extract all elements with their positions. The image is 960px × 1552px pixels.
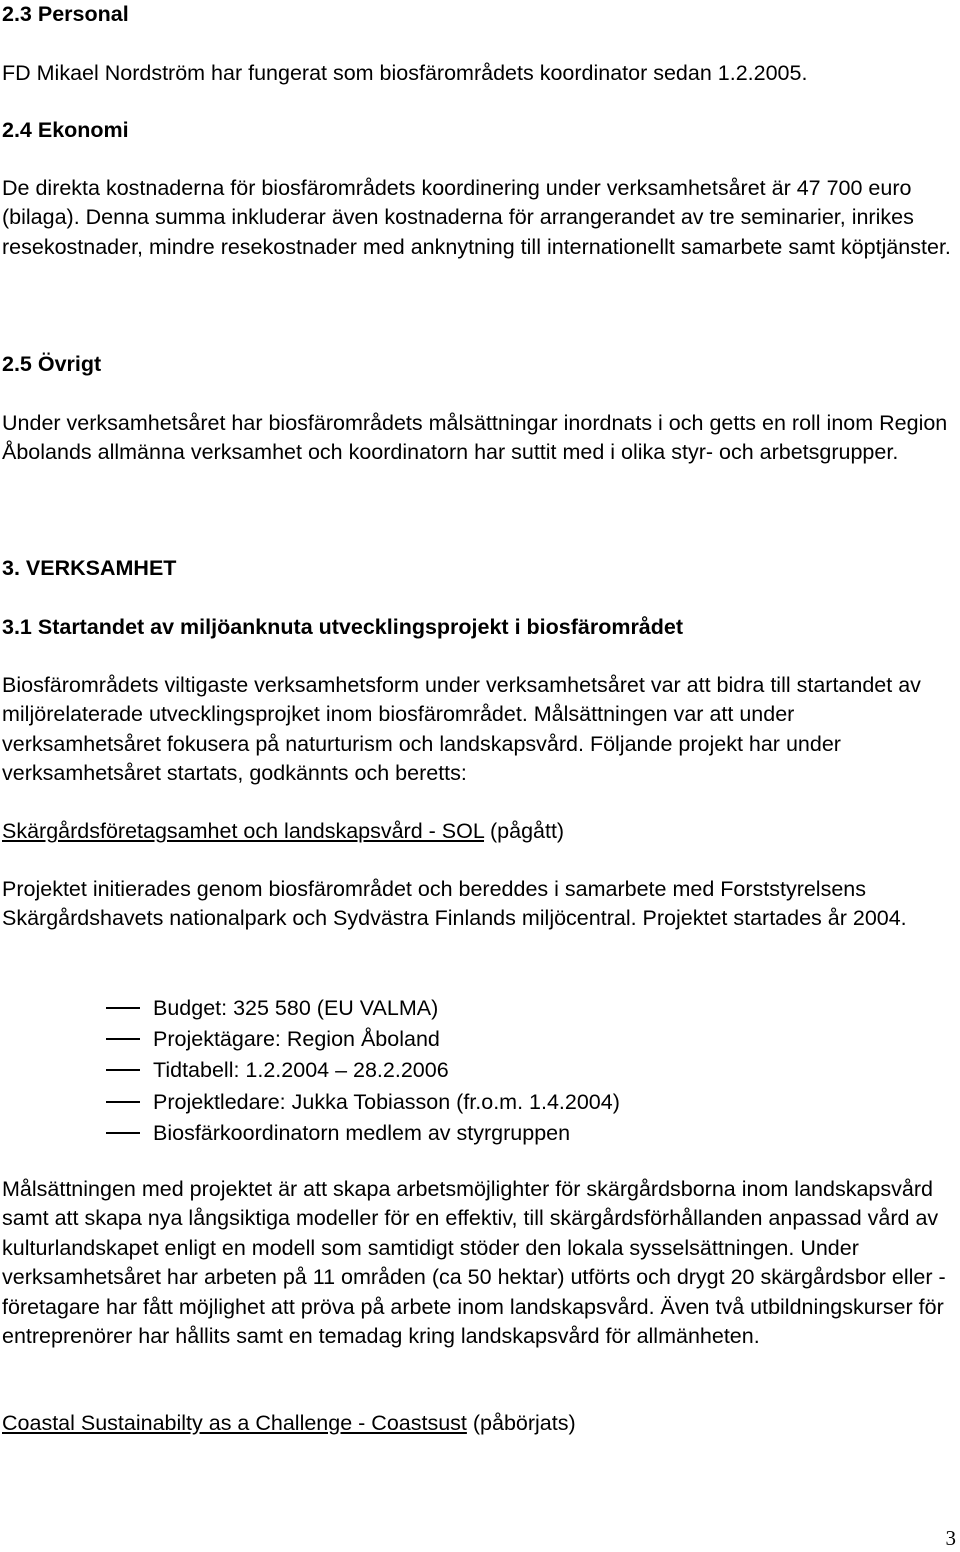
fact-leader: Projektledare: Jukka Tobiasson (fr.o.m. 1.4.2004)	[153, 1089, 620, 1114]
ovrigt-paragraph: Under verksamhetsåret har biosfärområdets målsättningar inordnats i och getts en roll inom Region Åbolands allmänna verksamhet och koordinatorn har suttit med i olika styr- och arbetsgrupper.	[2, 411, 948, 465]
section-heading-verksamhet: 3. VERKSAMHET	[2, 556, 177, 580]
section-heading-ekonomi: 2.4 Ekonomi	[2, 118, 129, 142]
section-heading-personal: 2.3 Personal	[2, 2, 129, 26]
dash-bullet	[106, 1101, 140, 1103]
project-sol-status: (pågått)	[484, 819, 565, 843]
personal-paragraph: FD Mikael Nordström har fungerat som biosfärområdets koordinator sedan 1.2.2005.	[2, 61, 808, 85]
section-heading-ovrigt: 2.5 Övrigt	[2, 352, 102, 376]
project-coastsust-title: Coastal Sustainabilty as a Challenge - Coastsust	[2, 1411, 467, 1435]
startandet-paragraph: Biosfärområdets viltigaste verksamhetsform under verksamhetsåret var att bidra till startandet av miljörelaterade utvecklingsprojket inom biosfärområdet. Målsättningen var att under verksamhetsåret fokusera på naturturism och landskapsvård. Följande projekt har under verksamhetsåret startats, godkännts och beretts:	[2, 673, 921, 786]
dash-bullet	[106, 1069, 140, 1071]
page-number: 3	[945, 1526, 956, 1550]
project-sol-description: Projektet initierades genom biosfärområdet och bereddes i samarbete med Forststyrelsens Skärgårdshavets nationalpark och Sydvästra Finlands miljöcentral. Projektet startades år 2004.	[2, 877, 907, 931]
project-coastsust-title-line	[2, 1409, 956, 1438]
section-heading-startandet: 3.1 Startandet av miljöanknuta utvecklingsprojekt i biosfärområdet	[2, 615, 684, 639]
project-sol-goal: Målsättningen med projektet är att skapa arbetsmöjlighter för skärgårdsborna inom landskapsvård samt att skapa nya långsiktiga modeller för en effektiv, till skärgårdsförhållanden anpassad vård av kulturlandskapet enligt en modell som samtidigt stöder den lokala sysselsättningen. Under verksamhetsåret har arbeten på 11 områden (ca 50 hektar) utförts och drygt 20 skärgårdsbor eller -företagare har fått möjlighet att pröva på arbete inom landskapsvård. Även två utbildningskurser för entreprenörer har hållits samt en temadag kring landskapsvård för allmänheten.	[2, 1177, 946, 1349]
fact-owner: Projektägare: Region Åboland	[153, 1027, 440, 1052]
ekonomi-paragraph: De direkta kostnaderna för biosfärområdets koordinering under verksamhetsåret är 47 700 euro (bilaga). Denna summa inkluderar även kostnaderna för arrangerandet av tre seminarier, inrikes resekostnader, mindre resekostnader med anknytning till internationellt samarbete samt köptjänster.	[2, 176, 951, 259]
fact-schedule: Tidtabell: 1.2.2004 – 28.2.2006	[153, 1058, 449, 1083]
dash-bullet	[106, 1132, 140, 1134]
project-coastsust-status: (påbörjats)	[466, 1411, 576, 1435]
dash-bullet	[106, 1038, 140, 1040]
fact-budget: Budget: 325 580 (EU VALMA)	[153, 996, 439, 1020]
fact-steering: Biosfärkoordinatorn medlem av styrgruppen	[153, 1120, 571, 1145]
dash-bullet	[106, 1007, 140, 1009]
project-sol-title: Skärgårdsföretagsamhet och landskapsvård - SOL	[2, 819, 485, 843]
project-sol-title-line	[2, 817, 956, 846]
